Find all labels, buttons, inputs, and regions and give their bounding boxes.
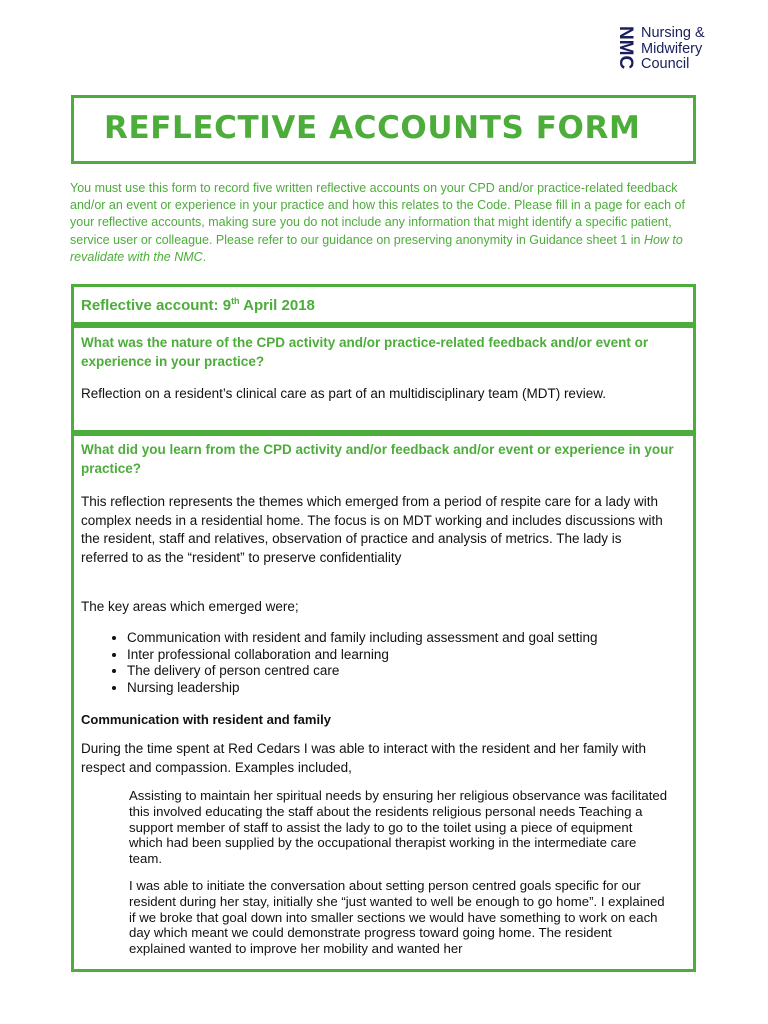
reflective-account-date [81, 296, 315, 314]
indented-paragraph-2: I was able to initiate the conversation about setting person centred goals specific for our resident during her stay, initially she “just wanted to well be enough to go home”. I explained if we broke that goal down into smaller sections we would have something to work on each day which meant we could demonstrate progress toward going home. The resident explained wanted to improve her mobility and wanted her [129, 878, 665, 957]
list-item: • Nursing leadership [127, 680, 598, 697]
subheading-communication: Communication with resident and family [81, 712, 331, 727]
question-1-box [71, 322, 696, 436]
date-suffix: th [231, 296, 240, 306]
date-label: Reflective account: 9 [81, 297, 232, 314]
question-2: What did you learn from the CPD activity and/or feedback and/or event or experience in your practice? [81, 442, 674, 476]
answer-2-paragraph-2: The key areas which emerged were; [81, 599, 299, 614]
answer-2-paragraph-3: During the time spent at Red Cedars I was able to interact with the resident and her family with respect and compassion. Examples included, [81, 741, 647, 775]
list-item: • Inter professional collaboration and learning [127, 647, 598, 664]
nmc-logo-mark [614, 26, 636, 72]
logo-line-1: Nursing & [641, 25, 705, 41]
logo-line-2: Midwifery [641, 40, 703, 57]
nmc-logo-text [641, 26, 705, 73]
intro-end: . [202, 249, 207, 264]
list-item: • Communication with resident and family including assessment and goal setting [127, 630, 598, 647]
nmc-logo [614, 26, 705, 73]
list-item: • The delivery of person centred care [127, 663, 598, 680]
answer-1: Reflection on a resident’s clinical care as part of an multidisciplinary team (MDT) review. [81, 386, 606, 401]
indented-paragraph-1: Assisting to maintain her spiritual needs by ensuring her religious observance was facilitated this involved educating the staff about the residents religious personal needs Teaching a support member of staff to assist the lady to go to the toilet using a piece of equipment which had been supplied by the occupational therapist working in the intermediate care team. [129, 788, 668, 867]
intro-paragraph [70, 180, 700, 266]
question-1: What was the nature of the CPD activity and/or practice-related feedback and/or event or experience in your practice? [81, 335, 649, 369]
date-rest: April 2018 [239, 297, 315, 314]
key-areas-list [81, 630, 598, 696]
question-2-box [71, 430, 696, 972]
intro-guide-title: How to revalidate with the NMC [70, 232, 683, 264]
nmc-logo-letters: NMC [615, 26, 636, 70]
logo-line-3: Council [641, 56, 690, 72]
intro-text: You must use this form to record five written reflective accounts on your CPD and/or practice-related feedback and/or an event or experience in your practice and how this relates to the Code. Please fill in a page for each of your reflective accounts, making sure you do not include any information that might identify a specific patient, service user or colleague. Please refer to our guidance on preserving anonymity in Guidance sheet 1 in [70, 181, 685, 247]
answer-2-paragraph-1: This reflection represents the themes which emerged from a period of respite care for a lady with complex needs in a residential home. The focus is on MDT working and includes discussions with the resident, staff and relatives, observation of practice and analysis of metrics. The lady is referred to as the “resident” to preserve confidentiality [81, 494, 663, 565]
page-title: REFLECTIVE ACCOUNTS FORM [104, 110, 641, 146]
title-box [71, 95, 696, 164]
